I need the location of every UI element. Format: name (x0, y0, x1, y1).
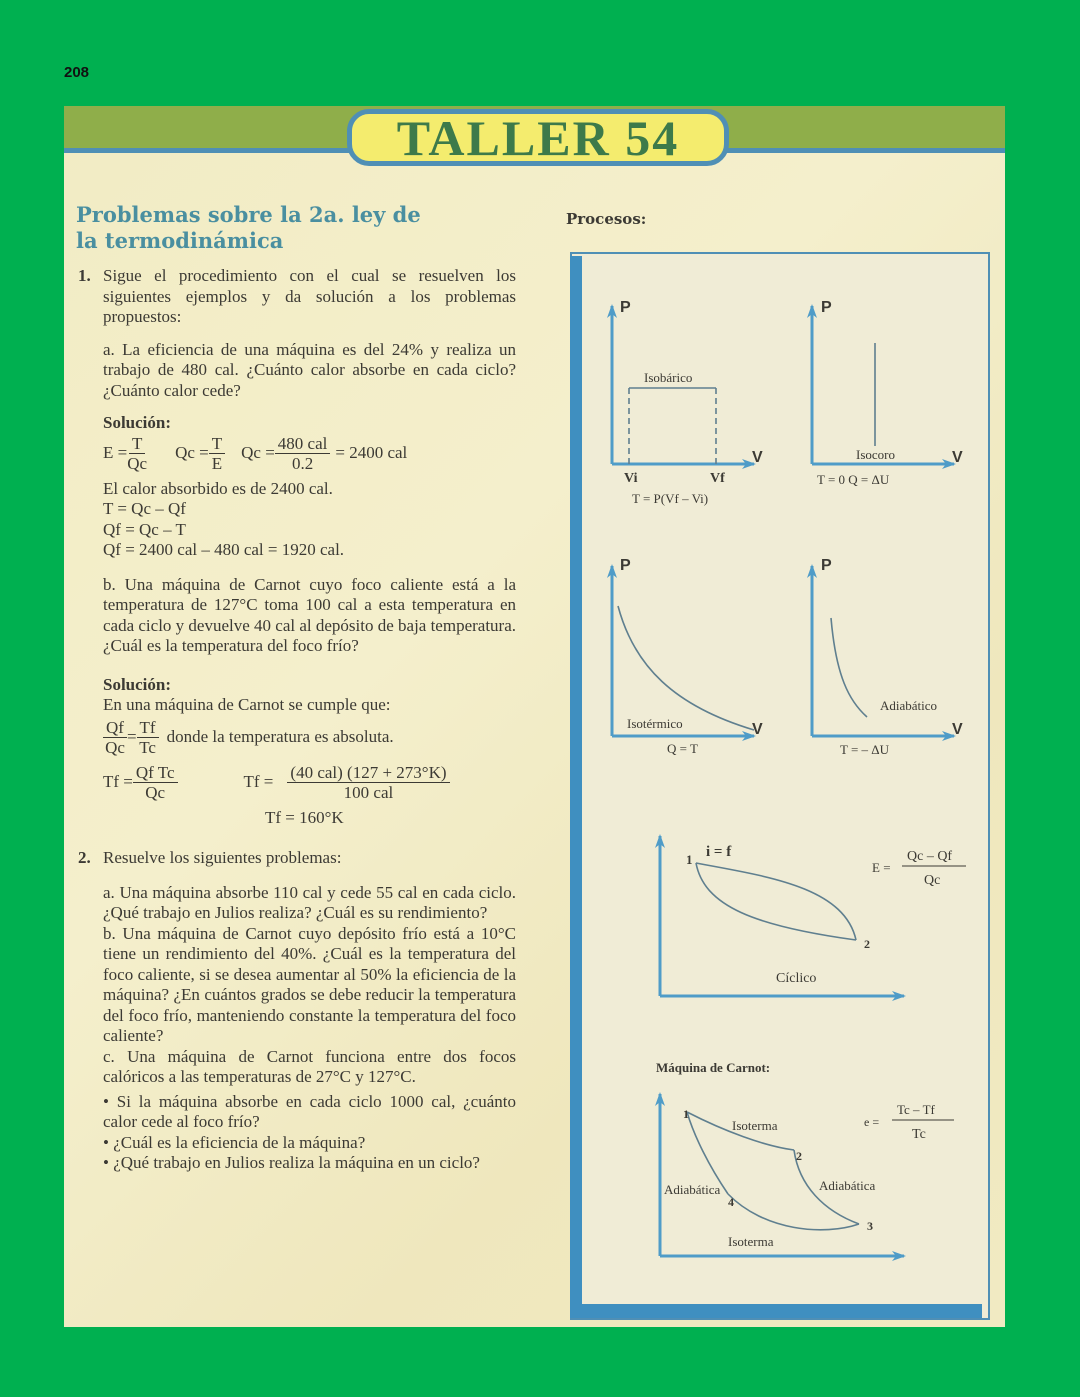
carnot-adiabatic-left: Adiabática (664, 1182, 721, 1197)
solution-1b: Solución: En una máquina de Carnot se cumple que: $\frac{Qf}{Qc}$ = $\frac{Tf}{Tc}$ donde la temperatura es absoluta. Tf = $\frac{\text{Qf Tc}}{Qc}$ Tf = $\frac{\text{(40 cal) (127 + 273°K)}}{\text{100 cal}}$ Tf = 160°K (76, 675, 516, 829)
question-1-intro: Sigue el procedimiento con el cual se resuelven los siguientes ejemplos y da solución a los problemas propuestos: (103, 266, 516, 326)
axis-p-label: P (620, 299, 631, 316)
solution-1a: Solución: E = $\frac{T}{Qc}$ Qc = $\frac{T}{E}$ Qc = $\frac{\text{480 cal}}{0.2}$ = 2400 cal El calor absorbido es de 2400 cal. T = Qc – Qf Qf = Qc – T Qf = 2400 cal – 480 cal = 1920 cal. (76, 413, 516, 561)
carnot-adiabatic-right: Adiabática (819, 1178, 876, 1193)
cycle-point-2: 2 (864, 937, 870, 951)
bullet-item: • ¿Cuál es la eficiencia de la máquina? (76, 1133, 516, 1154)
equation-row: E = $\frac{T}{Qc}$ Qc = $\frac{T}{E}$ Qc = $\frac{\text{480 cal}}{0.2}$ = 2400 cal (103, 433, 408, 473)
worksheet-page (64, 106, 1005, 1327)
axis-p-label: P (821, 557, 832, 574)
problem-2b: b. Una máquina de Carnot cuyo depósito frío está a 10°C tiene un rendimiento del 40%. ¿Cuál es la temperatura del foco caliente, si se desea aumentar al 50% la eficiencia de la máquina? ¿En cuántos grados se debe reducir la temperatura del foco frío, manteniendo constante la temperatura del foco caliente? (103, 923, 516, 1045)
isobaric-label: Isobárico (644, 370, 693, 385)
problem-2a: a. Una máquina absorbe 110 cal y cede 55 cal en cada ciclo. ¿Qué trabajo en Julios realiza? ¿Cuál es su rendimiento? (103, 882, 516, 922)
isobaric-formula: T = P(Vf – Vi) (632, 491, 709, 506)
problem-2c: c. Una máquina de Carnot funciona entre dos focos calóricos a las temperaturas de 27°C y 127°C. (103, 1046, 516, 1086)
cyclic-eff-num: Qc – Qf (907, 849, 953, 864)
vi-label: Vi (624, 471, 638, 486)
axis-v-label: V (752, 449, 763, 466)
example-1b: b. Una máquina de Carnot cuyo foco caliente está a la temperatura de 127°C toma 100 cal a esta temperatura en cada ciclo y devuelve 40 cal al depósito de baja temperatura. ¿Cuál es la temperatura del foco frío? (103, 574, 517, 655)
example-1a: a. La eficiencia de una máquina es del 24% y realiza un trabajo de 480 cal. ¿Cuánto calor absorbe en cada ciclo? ¿Cuánto calor cede? (103, 339, 516, 400)
adiabatic-formula: T = – ΔU (840, 742, 890, 757)
carnot-point-4: 4 (728, 1195, 734, 1209)
page-number: 208 (64, 64, 90, 81)
equation-row: $\frac{Qf}{Qc}$ = $\frac{Tf}{Tc}$ donde la temperatura es absoluta. (103, 718, 516, 757)
solution-label: Solución: (103, 413, 172, 432)
carnot-eff-lhs: e = (864, 1115, 880, 1129)
question-number: 2. (78, 848, 91, 867)
question-number: 1. (78, 266, 91, 285)
isochoric-label: Isocoro (856, 447, 895, 462)
cyclic-label: Cíclico (776, 971, 817, 986)
question-2-intro: Resuelve los siguientes problemas: (103, 848, 342, 867)
workshop-title: TALLER 54 (347, 109, 729, 166)
equation-row: Tf = $\frac{\text{Qf Tc}}{Qc}$ Tf = $\frac{\text{(40 cal) (127 + 273°K)}}{\text{100 cal}}$ (103, 763, 516, 802)
carnot-isotherm-bottom: Isoterma (728, 1234, 774, 1249)
cycle-if-label: i = f (706, 844, 732, 860)
fraction: $\frac{T}{E}$ (209, 434, 225, 473)
solution-label: Solución: (103, 674, 172, 694)
bullet-item: • Si la máquina absorbe en cada ciclo 1000 cal, ¿cuánto calor cede al foco frío? (76, 1092, 516, 1133)
process-diagrams (64, 106, 1005, 1327)
result: Tf = 160°K (265, 807, 344, 827)
isothermal-label: Isotérmico (627, 716, 683, 731)
axis-v-label: V (952, 449, 963, 466)
carnot-point-2: 2 (796, 1149, 802, 1163)
carnot-eff-num: Tc – Tf (897, 1102, 935, 1117)
carnot-point-3: 3 (867, 1219, 873, 1233)
carnot-title: Máquina de Carnot: (656, 1060, 771, 1075)
axis-p-label: P (620, 557, 631, 574)
isochoric-formula: T = 0 Q = ΔU (817, 472, 890, 487)
cycle-point-1: 1 (686, 852, 693, 867)
axis-p-label: P (821, 299, 832, 316)
section-title: Problemas sobre la 2a. ley de la termodinámica (76, 202, 421, 253)
carnot-point-1: 1 (683, 1107, 689, 1121)
carnot-eff-den: Tc (912, 1127, 926, 1142)
axis-v-label: V (952, 721, 963, 738)
carnot-isotherm-top: Isoterma (732, 1118, 778, 1133)
bullet-item: • ¿Qué trabajo en Julios realiza la máquina en un ciclo? (76, 1153, 516, 1174)
axis-v-label: V (752, 721, 763, 738)
adiabatic-label: Adiabático (880, 698, 938, 713)
cyclic-eff-den: Qc (924, 873, 941, 888)
fraction: $\frac{\text{480 cal}}{0.2}$ (275, 434, 331, 473)
processes-label: Procesos: (566, 210, 647, 228)
vf-label: Vf (710, 471, 725, 486)
isothermal-formula: Q = T (667, 741, 698, 756)
fraction: $\frac{T}{Qc}$ (127, 433, 148, 473)
cyclic-eff-lhs: E = (872, 860, 891, 875)
